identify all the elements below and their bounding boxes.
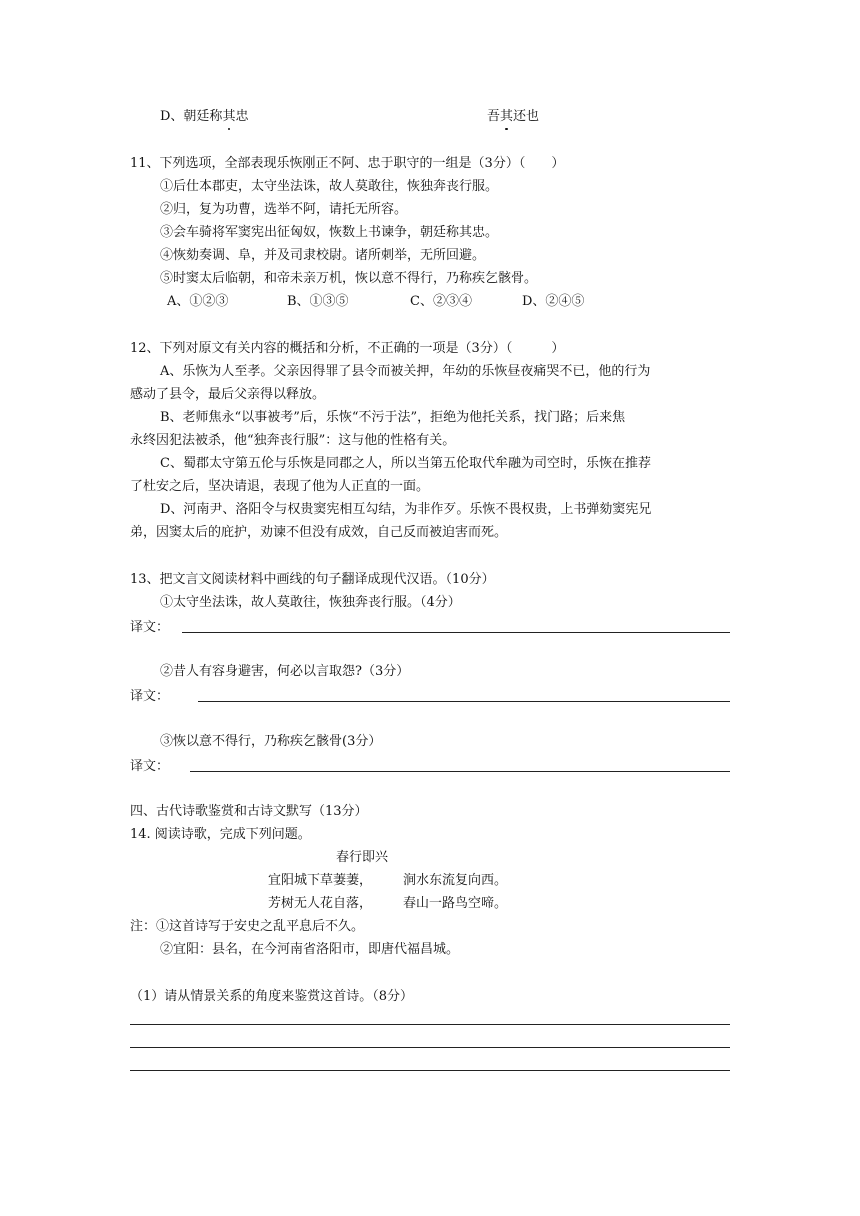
poem-title: 春行即兴 [336, 850, 389, 865]
poem-line-1a: 宜阳城下草萋萋， [268, 873, 373, 888]
q10-option-d-second [487, 108, 539, 126]
q10-d2-text-end: 还也 [513, 109, 540, 124]
poem-line-1b: 涧水东流复向西。 [403, 873, 508, 888]
q14-subquestion-1: （1）请从情景关系的角度来鉴赏这首诗。（8分） [130, 989, 414, 1004]
q11-option-a: A、①②③ [167, 294, 229, 309]
q11-item: ③会车骑将军窦宪出征匈奴，恢数上书谏争，朝廷称其忠。 [160, 225, 499, 240]
q13-answer-line-2[interactable] [198, 701, 730, 702]
q12-line: D、河南尹、洛阳令与权贵窦宪相互勾结，为非作歹。乐恢不畏权贵，上书弹劾窦宪兄 [160, 502, 652, 517]
q12-line: 永终因犯法被杀，他“独奔丧行服”：这与他的性格有关。 [130, 433, 456, 448]
q13-sentence-2: ②昔人有容身避害，何必以言取怨?（3分） [160, 664, 410, 679]
q12-stem: 12、下列对原文有关内容的概括和分析，不正确的一项是（3分）（ ） [130, 341, 565, 356]
q13-sentence-3: ③恢以意不得行，乃称疾乞骸骨(3分） [160, 734, 382, 749]
q10-d2-text: 吾 [487, 109, 501, 124]
q12-line: 弟，因窦太后的庇护，劝谏不但没有成效，自己反而被迫害而死。 [130, 525, 508, 540]
poem-note-1: 注：①这首诗写于安史之乱平息后不久。 [130, 919, 365, 934]
q13-translation-label-1: 译文： [130, 620, 170, 635]
q10-d-text-end: 忠 [235, 109, 249, 124]
q14-stem: 14. 阅读诗歌，完成下列问题。 [130, 827, 311, 842]
q11-option-b: B、①③⑤ [287, 294, 349, 309]
q12-line: A、乐恢为人至孝。父亲因得罪了县令而被关押，年幼的乐恢昼夜痛哭不已，他的行为 [160, 364, 651, 379]
poem-line-2a: 芳树无人花自落， [268, 896, 373, 911]
q11-stem: 11、下列选项，全部表现乐恢刚正不阿、忠于职守的一组是（3分）（ ） [130, 156, 565, 171]
q10-d2-dotted-char: 其 [500, 109, 514, 124]
q11-item: ④恢劾奏调、阜，并及司隶校尉。诸所刺举，无所回避。 [160, 248, 486, 263]
q11-option-d: D、②④⑤ [522, 294, 585, 309]
poem-note-2: ②宜阳：县名，在今河南省洛阳市，即唐代福昌城。 [160, 942, 460, 957]
section-4-title: 四、古代诗歌鉴赏和古诗文默写（13分） [130, 804, 368, 819]
q12-line: 感动了县令，最后父亲得以释放。 [130, 387, 326, 402]
q13-sentence-1: ①太守坐法诛，故人莫敢往，恢独奔丧行服。（4分） [160, 595, 461, 610]
q11-item: ①后仕本郡吏，太守坐法诛，故人莫敢往，恢独奔丧行服。 [160, 179, 499, 194]
q10-option-d [160, 108, 248, 126]
q13-translation-label-3: 译文： [130, 759, 170, 774]
q14-answer-line-2[interactable] [130, 1047, 730, 1048]
q13-translation-label-2: 译文： [130, 689, 170, 704]
poem-line-2b: 春山一路鸟空啼。 [403, 896, 508, 911]
q11-item: ②归，复为功曹，选举不阿，请托无所容。 [160, 202, 408, 217]
q12-line: C、蜀郡太守第五伦与乐恢是同郡之人，所以当第五伦取代牟融为司空时，乐恢在推荐 [160, 456, 651, 471]
q11-item: ⑤时窦太后临朝，和帝未亲万机，恢以意不得行，乃称疾乞骸骨。 [160, 271, 538, 286]
q13-stem: 13、把文言文阅读材料中画线的句子翻译成现代汉语。（10分） [130, 572, 495, 587]
q10-d-dotted-char: 其 [222, 109, 236, 124]
q11-option-c: C、②③④ [410, 294, 472, 309]
q12-line: B、老师焦永“以事被考”后，乐恢“不污于法”，拒绝为他托关系，找门路；后来焦 [160, 410, 626, 425]
q14-answer-line-3[interactable] [130, 1070, 730, 1071]
q12-line: 了杜安之后，坚决请退，表现了他为人正直的一面。 [130, 479, 430, 494]
q13-answer-line-3[interactable] [190, 771, 730, 772]
q14-answer-line-1[interactable] [130, 1024, 730, 1025]
q13-answer-line-1[interactable] [182, 632, 730, 633]
q10-d-text: D、朝廷称 [160, 109, 223, 124]
